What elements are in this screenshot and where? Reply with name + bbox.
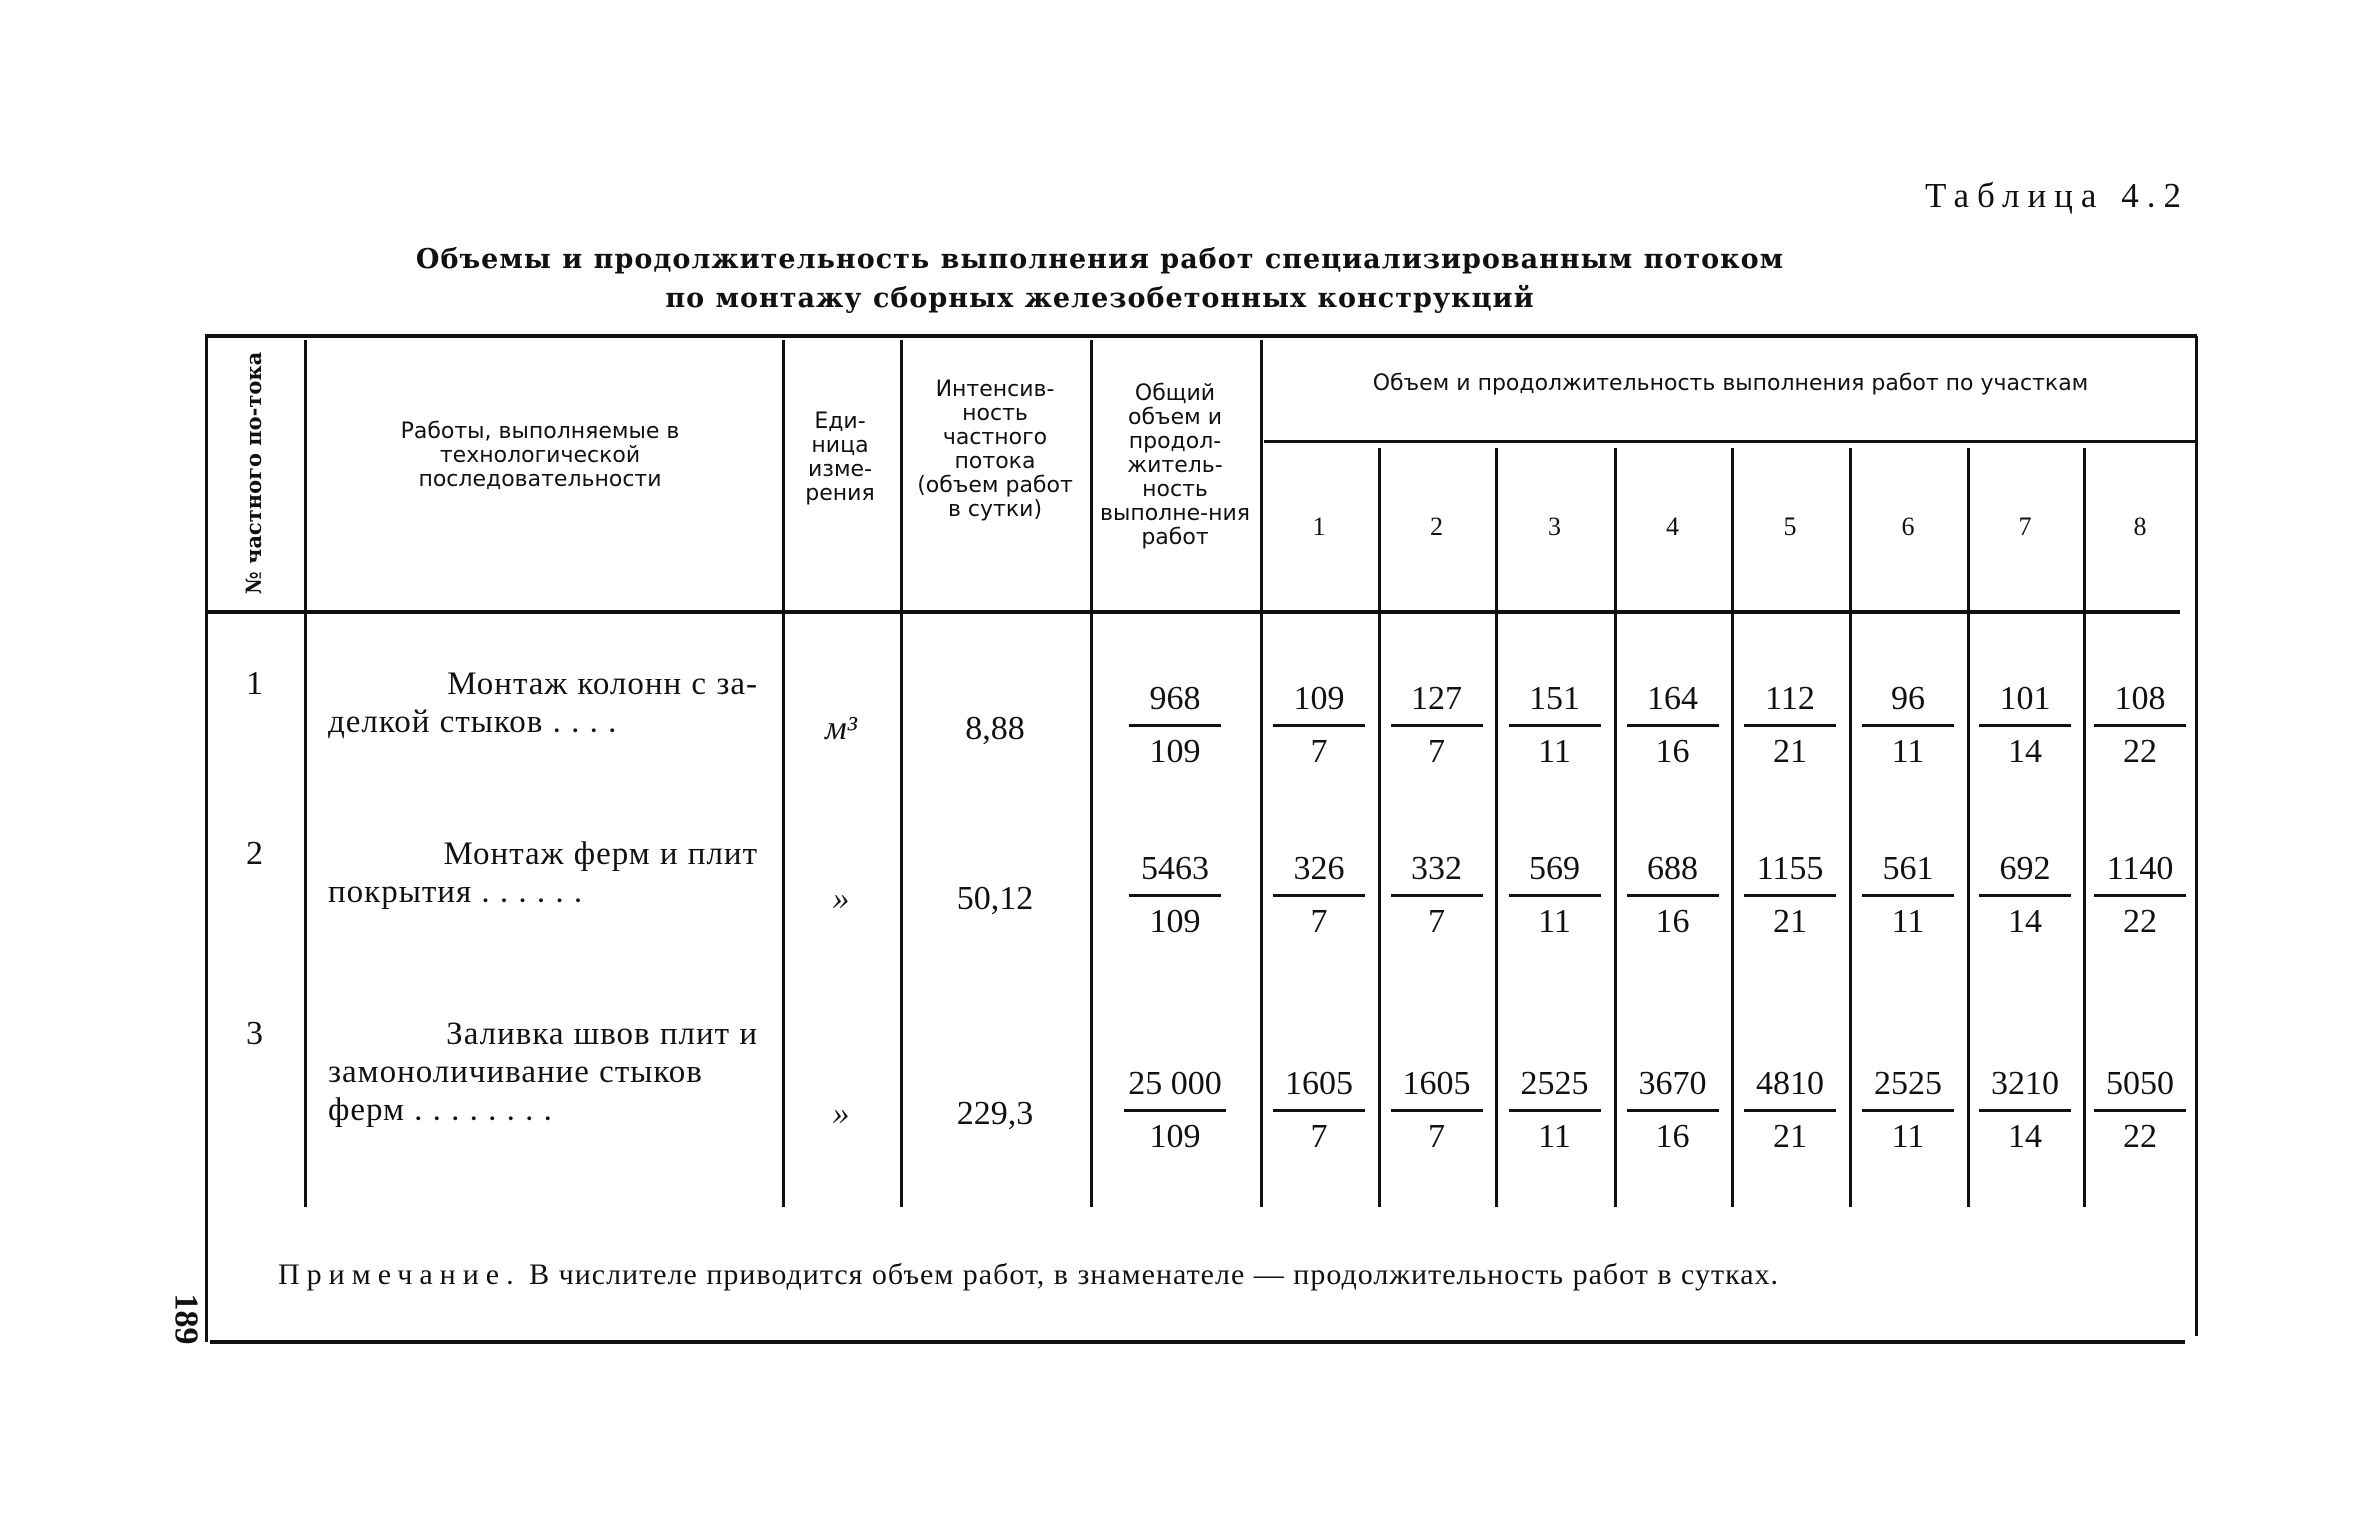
work-line-2: покрытия . . . . . . <box>328 874 584 910</box>
row-section-8 <box>2083 1065 2197 1156</box>
work-line-1: Монтаж ферм и плит <box>443 836 758 872</box>
row-section-5 <box>1731 1065 1849 1156</box>
column-divider <box>900 340 903 1207</box>
row-unit: м³ <box>825 710 857 747</box>
denominator: 16 <box>1655 733 1690 770</box>
row-section-6 <box>1849 850 1967 941</box>
page-number: 189 <box>167 1293 205 1345</box>
row-section-7 <box>1967 1065 2083 1156</box>
numerator: 1140 <box>2094 850 2186 897</box>
section-header-8: 8 <box>2133 512 2147 541</box>
section-header-2: 2 <box>1430 512 1443 541</box>
denominator: 7 <box>1310 903 1328 940</box>
denominator: 14 <box>2008 903 2042 940</box>
column-divider <box>782 340 785 1207</box>
denominator: 22 <box>2123 1118 2157 1155</box>
numerator: 5050 <box>2094 1065 2186 1112</box>
row-total <box>1090 850 1260 941</box>
section-header-6: 6 <box>1901 512 1915 541</box>
denominator: 11 <box>1891 733 1925 770</box>
column-divider <box>304 340 307 1207</box>
denominator: 109 <box>1149 733 1201 770</box>
denominator: 16 <box>1655 903 1690 940</box>
header-works: Работы, выполняемые в технологической последовательности <box>400 419 680 492</box>
row-work <box>328 835 758 911</box>
denominator: 16 <box>1655 1118 1690 1155</box>
row-section-7 <box>1967 680 2083 771</box>
numerator: 1605 <box>1273 1065 1365 1112</box>
denominator: 14 <box>2008 733 2042 770</box>
section-header-3: 3 <box>1548 512 1561 541</box>
numerator: 109 <box>1273 680 1365 727</box>
header-sections-group: Объем и продолжительность выполнения работ по участкам <box>1372 371 2089 396</box>
title-line-1: Объемы и продолжительность выполнения работ специализированным потоком <box>415 244 1785 275</box>
row-section-2 <box>1378 680 1495 771</box>
work-line-2: делкой стыков . . . . <box>328 704 618 740</box>
numerator: 96 <box>1862 680 1954 727</box>
header-intensity: Интенсив-ность частного потока (объем работ в сутки) <box>917 377 1073 522</box>
denominator: 14 <box>2008 1118 2042 1155</box>
denominator: 109 <box>1149 903 1201 940</box>
row-unit: » <box>832 1095 850 1132</box>
numerator: 692 <box>1979 850 2071 897</box>
row-section-4 <box>1614 850 1731 941</box>
denominator: 109 <box>1149 1118 1201 1155</box>
row-intensity: 229,3 <box>956 1095 1034 1132</box>
row-section-3 <box>1495 680 1614 771</box>
section-header-4: 4 <box>1666 512 1679 541</box>
section-header-7: 7 <box>2018 512 2032 541</box>
numerator: 561 <box>1862 850 1954 897</box>
row-section-4 <box>1614 1065 1731 1156</box>
row-unit: » <box>832 880 850 917</box>
table-bottom-rule <box>210 1340 2185 1344</box>
numerator: 3210 <box>1979 1065 2071 1112</box>
denominator: 7 <box>1310 1118 1328 1155</box>
row-section-2 <box>1378 850 1495 941</box>
row-section-5 <box>1731 680 1849 771</box>
table-title <box>300 240 1900 318</box>
sections-group-rule <box>1264 440 2197 443</box>
numerator: 2525 <box>1862 1065 1954 1112</box>
row-section-5 <box>1731 850 1849 941</box>
numerator: 5463 <box>1129 850 1221 897</box>
numerator: 332 <box>1391 850 1483 897</box>
numerator: 968 <box>1129 680 1221 727</box>
row-section-1 <box>1260 850 1378 941</box>
row-intensity: 8,88 <box>965 710 1025 747</box>
denominator: 22 <box>2123 733 2157 770</box>
section-header-1: 1 <box>1312 512 1326 541</box>
numerator: 101 <box>1979 680 2071 727</box>
header-unit: Еди-ница изме-рения <box>805 409 875 506</box>
row-section-1 <box>1260 1065 1378 1156</box>
denominator: 7 <box>1428 1118 1445 1155</box>
row-intensity: 50,12 <box>956 880 1034 917</box>
denominator: 7 <box>1428 733 1445 770</box>
work-line-1: Заливка швов плит и <box>446 1016 758 1052</box>
row-section-3 <box>1495 850 1614 941</box>
row-section-6 <box>1849 1065 1967 1156</box>
denominator: 21 <box>1773 733 1807 770</box>
numerator: 2525 <box>1509 1065 1601 1112</box>
row-section-8 <box>2083 850 2197 941</box>
header-number <box>205 338 304 608</box>
denominator: 11 <box>1891 1118 1925 1155</box>
row-section-4 <box>1614 680 1731 771</box>
title-line-2: по монтажу сборных железобетонных конструкций <box>665 283 1535 314</box>
row-section-6 <box>1849 680 1967 771</box>
table-note <box>278 1258 1779 1292</box>
row-number: 3 <box>246 1015 263 1052</box>
denominator: 11 <box>1538 1118 1571 1155</box>
row-section-7 <box>1967 850 2083 941</box>
table-label: Таблица 4.2 <box>1925 176 2189 215</box>
denominator: 7 <box>1428 903 1445 940</box>
work-line-3: ферм . . . . . . . . <box>328 1092 553 1128</box>
note-text: В числителе приводится объем работ, в знаменателе — продолжительность работ в сутках. <box>520 1258 1780 1291</box>
numerator: 25 000 <box>1124 1065 1226 1112</box>
row-work <box>328 1015 758 1129</box>
numerator: 164 <box>1627 680 1719 727</box>
header-total: Общий объем и продол-житель-ность выполне-ния работ <box>1100 381 1251 550</box>
numerator: 3670 <box>1627 1065 1719 1112</box>
denominator: 22 <box>2123 903 2157 940</box>
row-section-8 <box>2083 680 2197 771</box>
numerator: 569 <box>1509 850 1601 897</box>
header-bottom-rule <box>205 610 2180 614</box>
numerator: 688 <box>1627 850 1719 897</box>
row-work <box>328 665 758 741</box>
row-number: 2 <box>246 835 263 872</box>
numerator: 127 <box>1391 680 1483 727</box>
denominator: 11 <box>1538 903 1571 940</box>
row-total <box>1090 1065 1260 1156</box>
row-section-1 <box>1260 680 1378 771</box>
denominator: 11 <box>1538 733 1571 770</box>
table-top-rule <box>205 334 2197 338</box>
denominator: 21 <box>1773 903 1807 940</box>
note-label: Примечание. <box>278 1258 521 1291</box>
row-section-2 <box>1378 1065 1495 1156</box>
denominator: 7 <box>1310 733 1328 770</box>
numerator: 4810 <box>1744 1065 1836 1112</box>
numerator: 326 <box>1273 850 1365 897</box>
row-number: 1 <box>246 665 263 702</box>
header-number-text: № частного по-тока <box>241 351 267 595</box>
numerator: 1155 <box>1744 850 1836 897</box>
numerator: 108 <box>2094 680 2186 727</box>
table-right-border <box>2195 336 2198 1336</box>
numerator: 112 <box>1744 680 1836 727</box>
work-line-1: Монтаж колонн с за- <box>447 666 758 702</box>
denominator: 21 <box>1773 1118 1807 1155</box>
denominator: 11 <box>1891 903 1925 940</box>
numerator: 1605 <box>1391 1065 1483 1112</box>
row-total <box>1090 680 1260 771</box>
numerator: 151 <box>1509 680 1601 727</box>
row-section-3 <box>1495 1065 1614 1156</box>
section-header-5: 5 <box>1783 512 1797 541</box>
work-line-2: замоноличивание стыков <box>328 1054 703 1090</box>
